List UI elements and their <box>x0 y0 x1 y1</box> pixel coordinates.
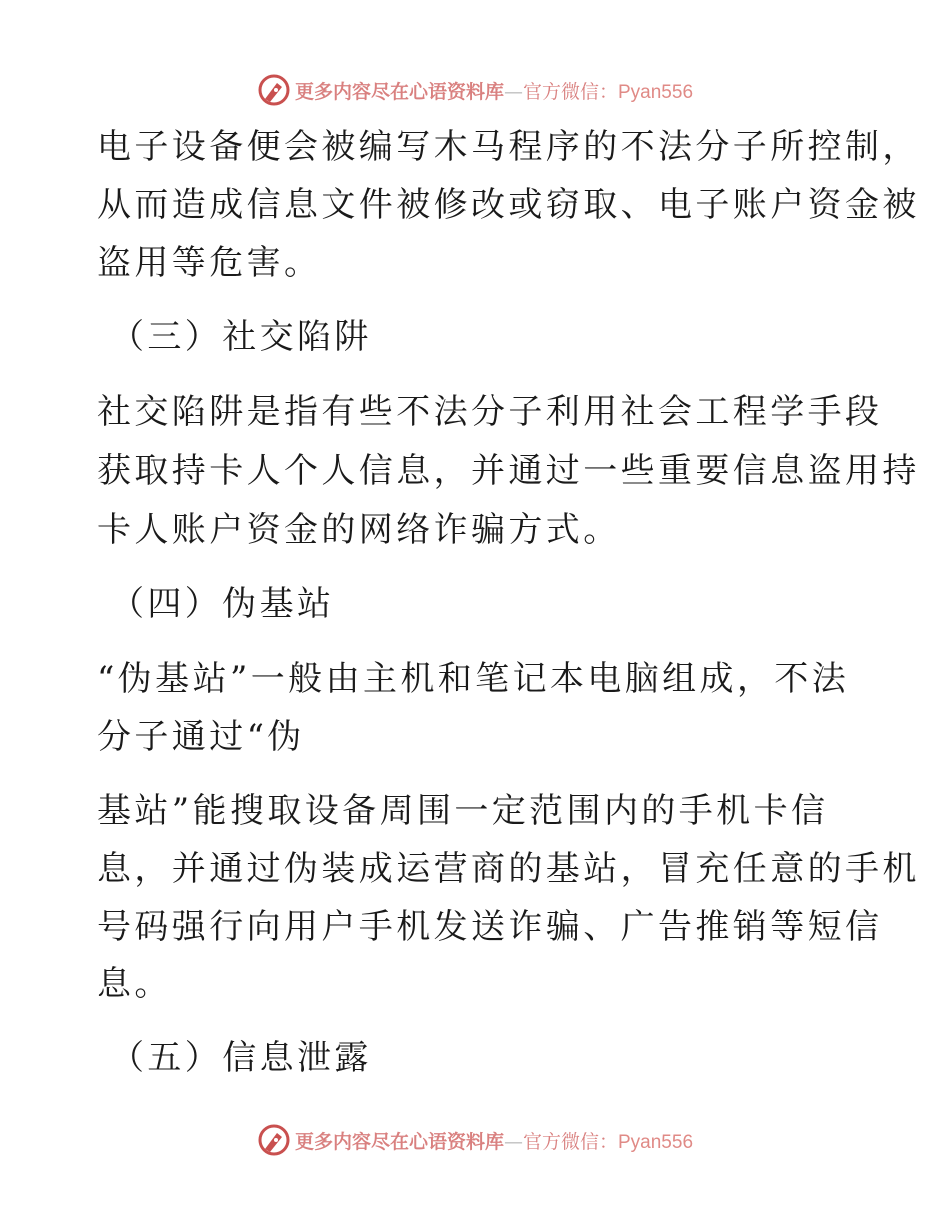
body-line: 卡人账户资金的网络诈骗方式。 <box>97 510 621 550</box>
body-line: 息。 <box>97 964 172 1004</box>
banner-sub-text: 官方微信： <box>522 1130 618 1153</box>
header-watermark-banner <box>0 70 950 110</box>
banner-separator: — <box>503 80 523 103</box>
pen-nib-circle-icon <box>257 73 291 107</box>
pen-nib-circle-icon <box>257 1123 291 1157</box>
body-line: 盗用等危害。 <box>97 243 322 283</box>
banner-text <box>295 77 693 104</box>
body-line: “伪基站”一般由主机和笔记本电脑组成，不法 <box>97 659 850 699</box>
banner-text <box>295 1127 693 1154</box>
body-line: 号码强行向用户手机发送诈骗、广告推销等短信 <box>97 907 883 947</box>
banner-main-text: 更多内容尽在心语资料库 <box>294 80 504 103</box>
banner-main-text: 更多内容尽在心语资料库 <box>294 1130 504 1153</box>
section-heading-5: （五）信息泄露 <box>110 1038 372 1078</box>
section-heading-4: （四）伪基站 <box>110 584 335 624</box>
body-line: 获取持卡人个人信息，并通过一些重要信息盗用持 <box>97 451 920 491</box>
body-line: 基站”能搜取设备周围一定范围内的手机卡信 <box>97 791 829 831</box>
banner-sub-text: 官方微信： <box>522 80 618 103</box>
section-heading-3: （三）社交陷阱 <box>110 317 372 357</box>
footer-watermark-banner <box>0 1120 950 1160</box>
body-line: 社交陷阱是指有些不法分子利用社会工程学手段 <box>97 392 883 432</box>
body-line: 电子设备便会被编写木马程序的不法分子所控制， <box>97 127 920 167</box>
banner-separator: — <box>503 1130 523 1153</box>
body-line: 从而造成信息文件被修改或窃取、电子账户资金被 <box>97 185 920 225</box>
body-line: 分子通过“伪 <box>97 717 305 757</box>
body-line: 息，并通过伪装成运营商的基站，冒充任意的手机 <box>97 849 920 889</box>
banner-wechat-id: Pyan556 <box>618 1131 694 1153</box>
banner-wechat-id: Pyan556 <box>618 81 694 103</box>
